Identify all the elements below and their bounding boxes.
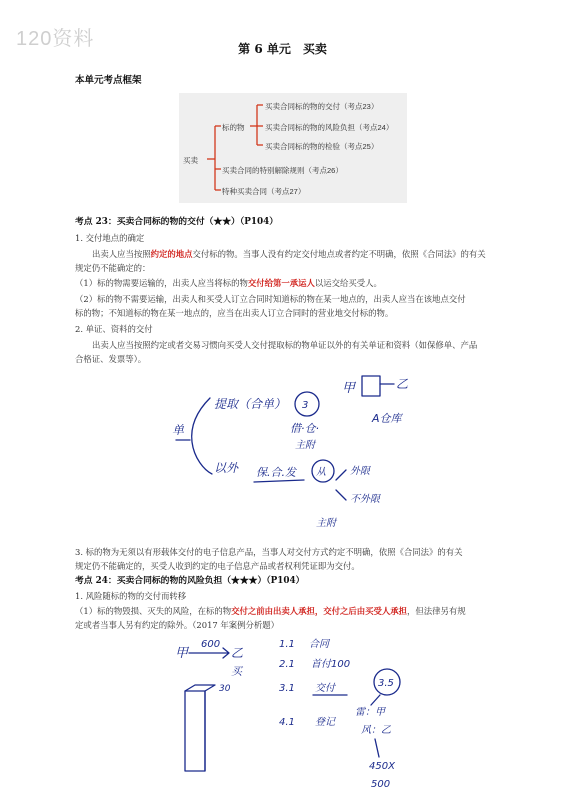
handwritten-note-1 [170,370,430,540]
hw1-cong: 从 [316,467,326,478]
kp23-p2-post: 以运交给买受人。 [314,278,382,288]
framework-heading: 本单元考点框架 [75,75,142,86]
mm-sub3: 买卖合同标的物的检验（考点25） [265,142,379,151]
hw2-date35: 3.5 [378,678,394,689]
kp23-p2 [75,276,382,290]
hw2-date4: 4.1 [279,717,295,728]
hw1-three: 3 [302,400,309,411]
hw2-feng: 风：乙 [361,725,391,736]
hw2-hetong: 合同 [309,639,329,650]
kp23-p1b: 规定仍不能确定的： [75,263,151,273]
handwritten-note-2 [175,635,435,795]
kp23-p3b: 标的物；不知道标的物在某一地点的，应当在出卖人订立合同时的营业地交付标的物。 [75,308,394,318]
page-title: 第 6 单元 买卖 [238,42,327,56]
mm-sub2: 买卖合同标的物的风险负担（考点24） [265,123,394,132]
kp23-p1a-pre: 出卖人应当按照 [92,249,151,259]
kp23-p5a: 3. 标的物为无须以有形载体交付的电子信息产品，当事人对交付方式约定不明确，依照《合同法》的有关 [75,547,463,557]
kp24-p1-post: ，但法律另有规 [406,606,466,616]
kp23-p4b: 合格证、发票等）。 [75,354,147,364]
hw2-jiaofu: 交付 [315,683,335,694]
hw2-500: 500 [371,779,391,790]
hw2-450: 450X [369,761,395,772]
hw2-shoufu: 首付100 [311,659,351,670]
kp23-p1a-red: 约定的地点 [150,249,193,259]
mm-branch3: 特种买卖合同（考点27） [222,187,306,196]
hw2-date3: 3.1 [279,683,295,694]
kp23-p5b: 规定仍不能确定的，买受人收到约定的电子信息产品或者权利凭证即为交付。 [75,561,360,571]
hw1-baohefa: 保.合.发 [256,466,296,479]
hw1-waixian: 外限 [350,466,370,477]
hw2-dengji: 登记 [315,717,335,728]
watermark: 120资料 [16,28,95,50]
mm-branch1: 标的物 [222,123,245,132]
hw1-tiqu: 提取（合单） [214,397,287,411]
kp24-p1-red: 交付之前由出卖人承担，交付之后由买受人承担 [231,606,407,616]
mm-root: 买卖 [183,156,198,165]
kp23-p3a: （2）标的物不需要运输，出卖人和买受人订立合同时知道标的物在某一地点的，出卖人应当在该地点交付 [75,294,466,304]
hw1-yi: 乙 [396,377,409,391]
hw2-mai: 买 [231,665,242,678]
kp23-s1: 1. 交付地点的确定 [75,233,145,243]
kp23-p1a-post: 交付标的物。当事人没有约定交付地点或者约定不明确，依照《合同法》的有关 [192,249,486,259]
hw1-jiecang: 借·仓· [290,422,319,435]
hw1-dan: 单 [172,423,185,437]
hw2-jia: 甲 [175,646,189,661]
hw2-600: 600 [201,639,221,650]
hw2-date2: 2.1 [279,659,295,670]
mm-branch2: 买卖合同的特别解除规则（考点26） [222,166,343,175]
kp24-s1: 1. 风险随标的物的交付而转移 [75,591,187,601]
mm-sub1: 买卖合同标的物的交付（考点23） [265,102,379,111]
hw1-buwaixian: 不外限 [350,494,380,505]
kp24-heading: 考点 24：买卖合同标的物的风险负担（★★★）（P104） [75,576,305,586]
kp24-p1-pre: （1）标的物毁损、灭失的风险，在标的物 [75,606,232,616]
kp23-p2-pre: （1）标的物需要运输的，出卖人应当将标的物 [75,278,248,288]
hw2-date1: 1.1 [279,639,295,650]
hw2-30: 30 [219,684,231,694]
hw2-yi: 乙 [231,646,244,660]
mindmap [179,93,407,203]
hw1-zhufu: 主附 [316,518,336,529]
kp23-p2-red: 交付给第一承运人 [247,278,315,288]
kp24-p1 [75,604,466,618]
kp24-p1b: 定或者当事人另有约定的除外。（2017 年案例分析题） [75,620,280,630]
kp23-s2: 2. 单证、资料的交付 [75,324,153,334]
hw1-jia: 甲 [342,381,356,396]
hw2-lei: 雷：甲 [355,707,385,718]
hw1-mark1: 主附 [295,440,315,451]
kp23-p1a [92,247,486,261]
hw1-acangku: A仓库 [372,412,402,425]
kp23-heading: 考点 23：买卖合同标的物的交付（★★）（P104） [75,217,279,227]
hw1-yiwai: 以外 [214,461,239,475]
kp23-p4a: 出卖人应当按照约定或者交易习惯向买受人交付提取标的物单证以外的有关单证和资料（如保修单、产品 [92,340,478,350]
